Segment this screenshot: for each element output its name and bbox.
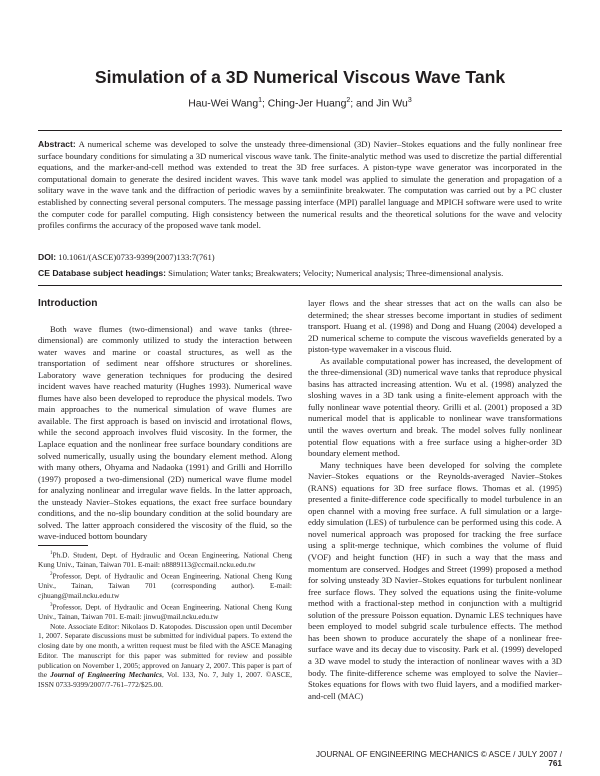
paper-title: Simulation of a 3D Numerical Viscous Wave Tank bbox=[94, 67, 506, 87]
left-column bbox=[38, 298, 292, 543]
divider bbox=[38, 285, 562, 286]
doi-label: DOI: bbox=[38, 252, 57, 262]
editorial-note bbox=[38, 622, 292, 690]
body-paragraph: As available computational power has increased, the development of the three-dimensional (3D) numerical wave tanks that reproduce physical basins has attracted increasing attention. Wu et al. (1998) analyzed the sloshing waves in a 3D tank using a finite-element approach with the fully nonlinear wave potential theory. Grilli et al. (2001) proposed a 3D numerical model that is applicable to nonlinear wave transformations until the waves overturn and break. The model solves fully nonlinear potential flow equations with a free surface using a higher-order 3D boundary element method. bbox=[308, 355, 562, 459]
abstract-text: A numerical scheme was developed to solve the unsteady three-dimensional (3D) Navier–Stokes equations and the fully nonlinear free surface boundary conditions for simulating a 3D numerical viscous wave tank. The finite-analytic method was used to discretize the partial differential equations, and the marker-and-cell method was extended to treat the 3D free surfaces. A piston-type wave generator was incorporated in the computational domain to generate the desired incident waves. This wave tank model was applied to simulate the generation and propagation of a solitary wave in the wave tank and the diffraction of periodic waves by a semiinfinite breakwater. The computation was carried out by a PC cluster established by connecting several personal computers. The message passing interface (MPI) parallel language and MPICH software were used to write the computer code for parallel computing. High consistency between the numerical results and the theoretical solutions for the wave and velocity profiles confirms the accuracy of the proposed wave tank model. bbox=[38, 139, 562, 231]
subject-headings-label: CE Database subject headings: bbox=[38, 268, 166, 278]
footnote-marker: 1 bbox=[50, 551, 53, 556]
doi-line bbox=[38, 252, 562, 262]
footnotes bbox=[38, 549, 292, 690]
footnote-marker: 3 bbox=[50, 602, 53, 608]
doi-value: 10.1061/(ASCE)0733-9399(2007)133:7(761) bbox=[56, 252, 215, 262]
body-paragraph: Many techniques have been developed for solving the complete Navier–Stokes equations or the Reynolds-averaged Navier–Stokes (RANS) equations for 3D free surface flows. Thomas et al. (1995) presented a finite-difference code specifically to model turbulence in an open channel with a moving free surface. A full simulation or a large-eddy simulation (LES) of turbulence can be performed using this code. A novel numerical approach was proposed for tracking the free surface using a split-merge technique, which combines the volume of fluid (VOF) and height function (HF) in such a way that the mass and momentum are conserved. Hodges and Street (1999) proposed a method for solving unsteady 3D Navier–Stokes equations for turbulent nonlinear free surface flows. They solved the equations using the finite-volume method with a fractional-step method in conjunction with a multigrid solution of the pressure Poisson equation. Dynamic LES techniques have been employed to model subgrid scale turbulence effects. The method has been shown to produce accurately the shape of a nonlinear free-surface wave and its decay due to viscosity. Park et al. (1999) developed a 3D wave model to study the interaction of nonlinear waves with a 3D body. The finite-difference scheme was employed to solve the Navier–Stokes equations for flows with two fluid layers, and a modified marker-and-cell (MAC) bbox=[308, 459, 562, 701]
body-paragraph: layer flows and the shear stresses that act on the walls can also be determined; the shear stresses become important in studies of sediment transport. Huang et al. (1998) and Dong and Huang (2004) developed a 2D numerical scheme to compute the viscous wavefields generated by a piston-type wavemaker in a viscous fluid. bbox=[308, 298, 562, 355]
author-affiliation-marker: 3 bbox=[407, 97, 412, 104]
author-name: Hau-Wei Wang bbox=[188, 98, 259, 110]
note-text: Note. Associate Editor: Nikolaos D. Katopodes. Discussion open until December 1, 2007. Separate discussions must be submitted for individual papers. To extend the closing date by one month, a written request must be filed with the ASCE Managing Editor. The manuscript for this paper was submitted for review and possible publication on November 1, 2005; approved on January 2, 2007. This paper is part of the bbox=[38, 621, 292, 680]
abstract-label: Abstract: bbox=[38, 139, 76, 149]
running-footer bbox=[300, 750, 562, 768]
subject-headings bbox=[38, 268, 562, 278]
author-name: Jin Wu bbox=[376, 98, 408, 110]
abstract bbox=[38, 139, 562, 232]
author-separator: ; bbox=[262, 98, 268, 110]
divider bbox=[38, 130, 562, 131]
author-affiliation-marker: 1 bbox=[258, 97, 263, 104]
author-line bbox=[0, 97, 600, 109]
footnote-text: Professor, Dept. of Hydraulic and Ocean Engineering, National Cheng Kung Univ., Tainan, Taiwan 701 (corresponding author). E-mail: cjhuang@mail.ncku.edu.tw bbox=[38, 571, 292, 600]
footnote bbox=[38, 549, 292, 570]
section-heading: Introduction bbox=[38, 298, 98, 309]
body-paragraph: Both wave flumes (two-dimensional) and wave tanks (three-dimensional) are commonly utilized to study the interaction between water waves and marine or coastal structures, as well as the transportation of sediment near offshore structures or shorelines. Laboratory wave generation techniques for producing the desired incident waves have reached maturity (Hughes 1993). Numerical wave flumes have also been developed to reproduce the physical models. Two main approaches to the numerical simulation of wave flumes are available. The first approach is based on inviscid and irrotational flows, while the second approach involves fluid viscosity. In the former, the Laplace equation and the nonlinear free surface boundary conditions are solved numerically, usually using the boundary element method. Along with many others, Ohyama and Nadaoka (1991) and Grilli and Horrillo (1997) proposed a two-dimensional (2D) numerical wave flume model for analyzing nonlinear and irregular wave fields. In the latter approach, the unsteady Navier–Stokes equations, the exact free surface boundary conditions, and the no-slip boundary condition at the solid boundary are solved. The latter approach considered the viscosity of the fluid, so the wave-induced bottom boundary bbox=[38, 323, 292, 542]
note-text: , Vol. 133, No. 7, July 1, 2007. ©ASCE, ISSN 0733-9399/2007/7-761–772/$25.00. bbox=[38, 670, 292, 690]
page-number: 761 bbox=[548, 759, 562, 768]
journal-footer-text: JOURNAL OF ENGINEERING MECHANICS © ASCE / JULY 2007 / bbox=[315, 750, 562, 759]
footnote bbox=[38, 570, 292, 601]
right-column bbox=[308, 298, 562, 702]
author-separator: ; and bbox=[350, 98, 377, 110]
footnote-text: Professor, Dept. of Hydraulic and Ocean Engineering, National Cheng Kung Univ., Tainan, Taiwan 701. E-mail: jinwu@mail.ncku.edu.tw bbox=[38, 602, 292, 621]
author-affiliation-marker: 2 bbox=[346, 97, 351, 104]
subject-headings-text: Simulation; Water tanks; Breakwaters; Velocity; Numerical analysis; Three-dimensional analysis. bbox=[166, 268, 504, 278]
author-name: Ching-Jer Huang bbox=[267, 98, 347, 110]
footnote-marker: 2 bbox=[50, 571, 53, 577]
footnote-divider bbox=[38, 545, 88, 546]
footnote-text: Ph.D. Student, Dept. of Hydraulic and Ocean Engineering, National Cheng Kung Univ., Tainan, Taiwan 701. E-mail: n8889113@ccmail.ncku.edu.tw bbox=[38, 550, 292, 570]
journal-name: Journal of Engineering Mechanics bbox=[50, 670, 162, 680]
footnote bbox=[38, 601, 292, 622]
